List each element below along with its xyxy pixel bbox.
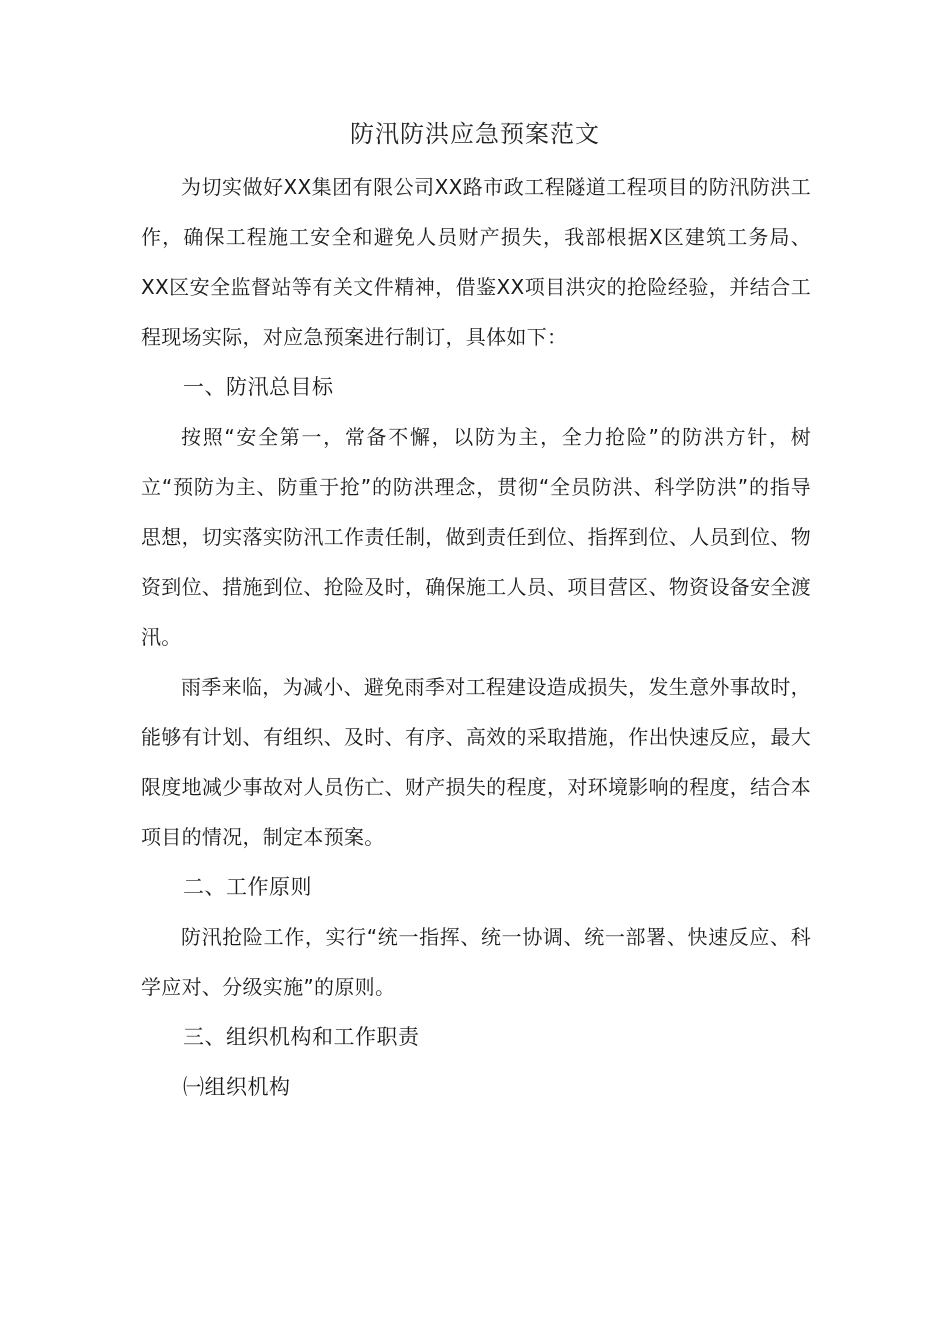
section-heading-organization: 三、组织机构和工作职责 <box>183 1025 420 1049</box>
goals-paragraph-2: 雨季来临，为减小、避免雨季对工程建设造成损失，发生意外事故时，能够有计划、有组织、及时、有序、高效的采取措施，作出快速反应，最大限度地减少事故对人员伤亡、财产损失的程度，对环境影响的程度，结合本项目的情况，制定本预案。 <box>141 675 811 849</box>
section-heading-goals: 一、防汛总目标 <box>183 375 334 399</box>
goals-paragraph-1: 按照“安全第一，常备不懈，以防为主，全力抢险”的防洪方针，树立“预防为主、防重于抢”的防洪理念，贯彻“全员防洪、科学防洪”的指导思想，切实落实防汛工作责任制，做到责任到位、指挥到位、人员到位、物资到位、措施到位、抢险及时，确保施工人员、项目营区、物资设备安全渡汛。 <box>141 425 811 649</box>
section-heading-principles: 二、工作原则 <box>183 875 312 899</box>
document-body <box>141 162 811 1112</box>
subsection-heading-organization: ㈠组织机构 <box>183 1075 291 1099</box>
intro-paragraph: 为切实做好XX集团有限公司XX路市政工程隧道工程项目的防汛防洪工作，确保工程施工安全和避免人员财产损失，我部根据X区建筑工务局、XX区安全监督站等有关文件精神，借鉴XX项目洪灾的抢险经验，并结合工程现场实际，对应急预案进行制订，具体如下： <box>141 175 811 349</box>
principles-paragraph: 防汛抢险工作，实行“统一指挥、统一协调、统一部署、快速反应、科学应对、分级实施”的原则。 <box>141 925 811 999</box>
document-title: 防汛防洪应急预案范文 <box>350 120 600 148</box>
